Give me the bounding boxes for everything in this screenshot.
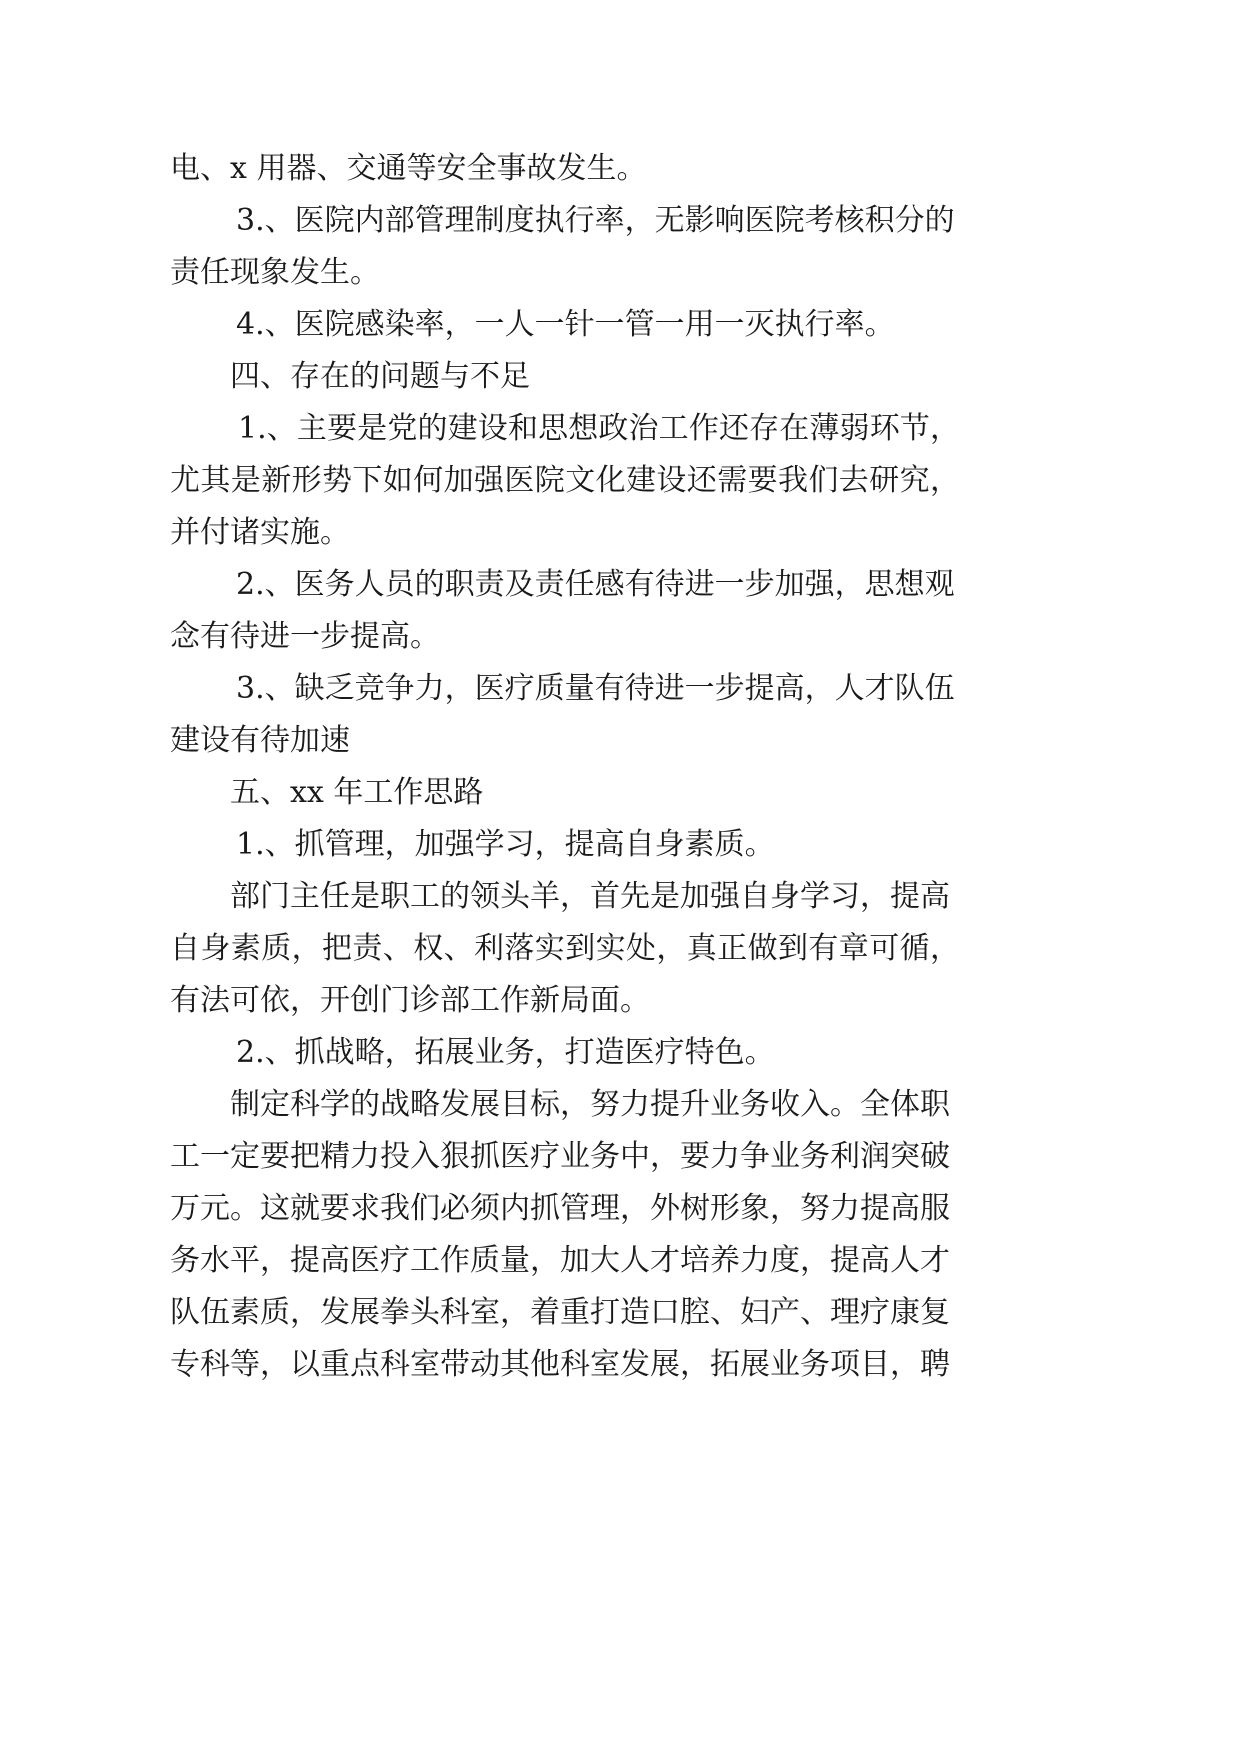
section-heading: 五、xx 年工作思路 [230,775,484,810]
paragraph-line: 1.、抓管理，加强学习，提高自身素质。 [236,827,775,862]
paragraph-line: 建设有待加速 [170,723,350,758]
section-heading: 四、存在的问题与不足 [230,359,530,394]
paragraph-line: 责任现象发生。 [170,255,380,290]
paragraph-line: 3.、医院内部管理制度执行率，无影响医院考核积分的 [236,203,955,238]
paragraph-line: 部门主任是职工的领头羊，首先是加强自身学习，提高 [230,879,950,914]
paragraph-line: 并付诸实施。 [170,515,350,550]
paragraph-line: 队伍素质，发展拳头科室，着重打造口腔、妇产、理疗康复 [170,1295,950,1330]
paragraph-line: 务水平，提高医疗工作质量，加大人才培养力度，提高人才 [170,1243,950,1278]
paragraph-line: 电、x 用器、交通等安全事故发生。 [170,151,647,186]
paragraph-line: 3.、缺乏竞争力，医疗质量有待进一步提高，人才队伍 [236,671,955,706]
paragraph-line: 制定科学的战略发展目标，努力提升业务收入。全体职 [230,1087,950,1122]
paragraph-line: 尤其是新形势下如何加强医院文化建设还需要我们去研究， [170,463,960,498]
paragraph-line: 专科等，以重点科室带动其他科室发展，拓展业务项目，聘 [170,1347,950,1382]
paragraph-line: 2.、医务人员的职责及责任感有待进一步加强，思想观 [236,567,955,602]
paragraph-line: 万元。这就要求我们必须内抓管理，外树形象，努力提高服 [170,1191,950,1226]
paragraph-line: 工一定要把精力投入狠抓医疗业务中，要力争业务利润突破 [170,1139,950,1174]
paragraph-line: 自身素质，把责、权、利落实到实处，真正做到有章可循， [170,931,960,966]
paragraph-line: 念有待进一步提高。 [170,619,440,654]
paragraph-line: 4.、医院感染率，一人一针一管一用一灭执行率。 [236,307,895,342]
paragraph-line: 1.、主要是党的建设和思想政治工作还存在薄弱环节， [238,411,960,446]
paragraph-line: 2.、抓战略，拓展业务，打造医疗特色。 [236,1035,775,1070]
paragraph-line: 有法可依，开创门诊部工作新局面。 [170,983,650,1018]
